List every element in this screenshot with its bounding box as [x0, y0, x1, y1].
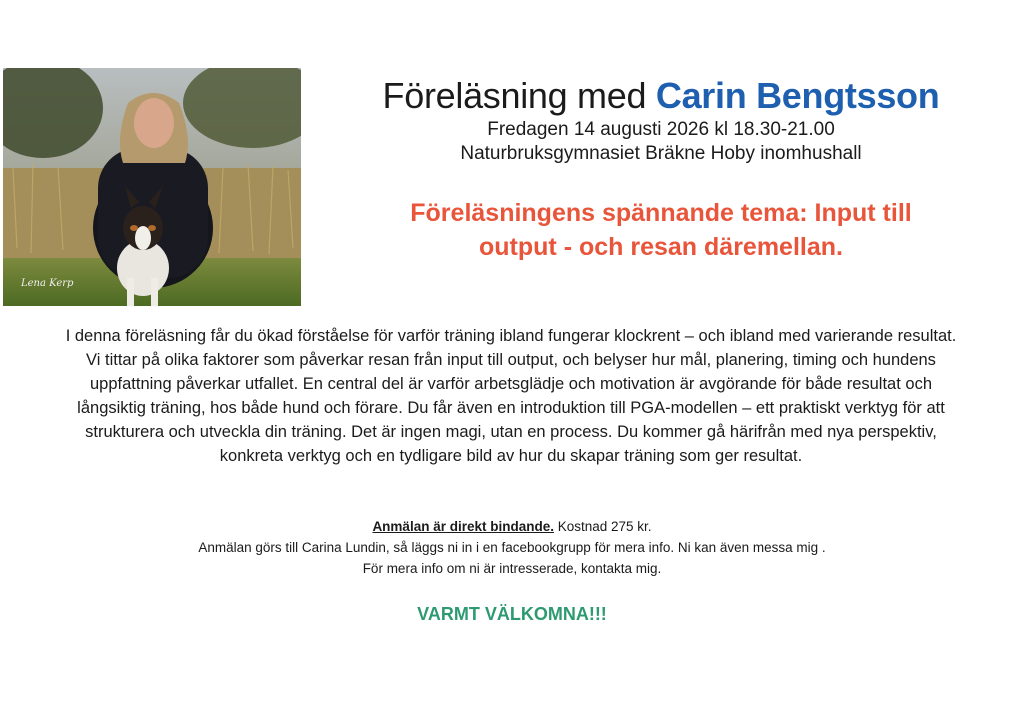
- description-line: Vi tittar på olika faktorer som påverkar resan från input till output, och belyser hur mål, planering, timing och hundens: [86, 351, 936, 369]
- header: [316, 74, 1006, 166]
- description-line: strukturera och utveckla din träning. Det är ingen magi, utan en process. Du kommer gå härifrån med nya perspektiv,: [85, 423, 937, 441]
- cost-text: Kostnad 275 kr.: [553, 519, 652, 534]
- description-line: långsiktig träning, hos både hund och förare. Du får även en introduktion till PGA-modellen – ett praktiskt verktyg för att: [77, 399, 945, 417]
- svg-text:Lena Kerp: Lena Kerp: [21, 278, 74, 289]
- welcome-text: VARMT VÄLKOMNA!!!: [417, 604, 607, 624]
- title-prefix: Föreläsning med: [382, 75, 656, 116]
- speaker-photo: [3, 68, 301, 306]
- description-line: konkreta verktyg och en tydligare bild av hur du skapar träning som ger resultat.: [219, 447, 803, 465]
- theme-line-1: Föreläsningens spännande tema: Input till: [410, 199, 912, 227]
- binding-notice: Anmälan är direkt bindande.: [372, 519, 554, 534]
- photo-woman-with-dog-icon: [3, 68, 301, 306]
- theme-line-2: output - och resan däremellan.: [479, 233, 843, 261]
- speaker-name: Carin Bengtsson: [655, 75, 940, 116]
- theme-heading: [316, 196, 1006, 264]
- registration-line-2: Anmälan görs till Carina Lundin, så läggs ni in i en facebookgrupp för mera info. Ni kan även messa mig .: [198, 540, 826, 555]
- description-line: I denna föreläsning får du ökad förståelse för varför träning ibland fungerar klockrent – och ibland med varierande resultat.: [65, 327, 957, 345]
- registration-line-3: För mera info om ni är intresserade, kontakta mig.: [362, 561, 662, 576]
- page-title: [316, 74, 1006, 118]
- registration-line-1: [0, 516, 1024, 537]
- registration-info: [0, 516, 1024, 579]
- date-line: Fredagen 14 augusti 2026 kl 18.30-21.00: [487, 119, 835, 140]
- description-paragraph: [6, 324, 1016, 468]
- description-line: uppfattning påverkar utfallet. En central del är varför arbetsglädje och motivation är avgörande för både resultat och: [90, 375, 932, 393]
- venue-line: Naturbruksgymnasiet Bräkne Hoby inomhushall: [460, 143, 862, 164]
